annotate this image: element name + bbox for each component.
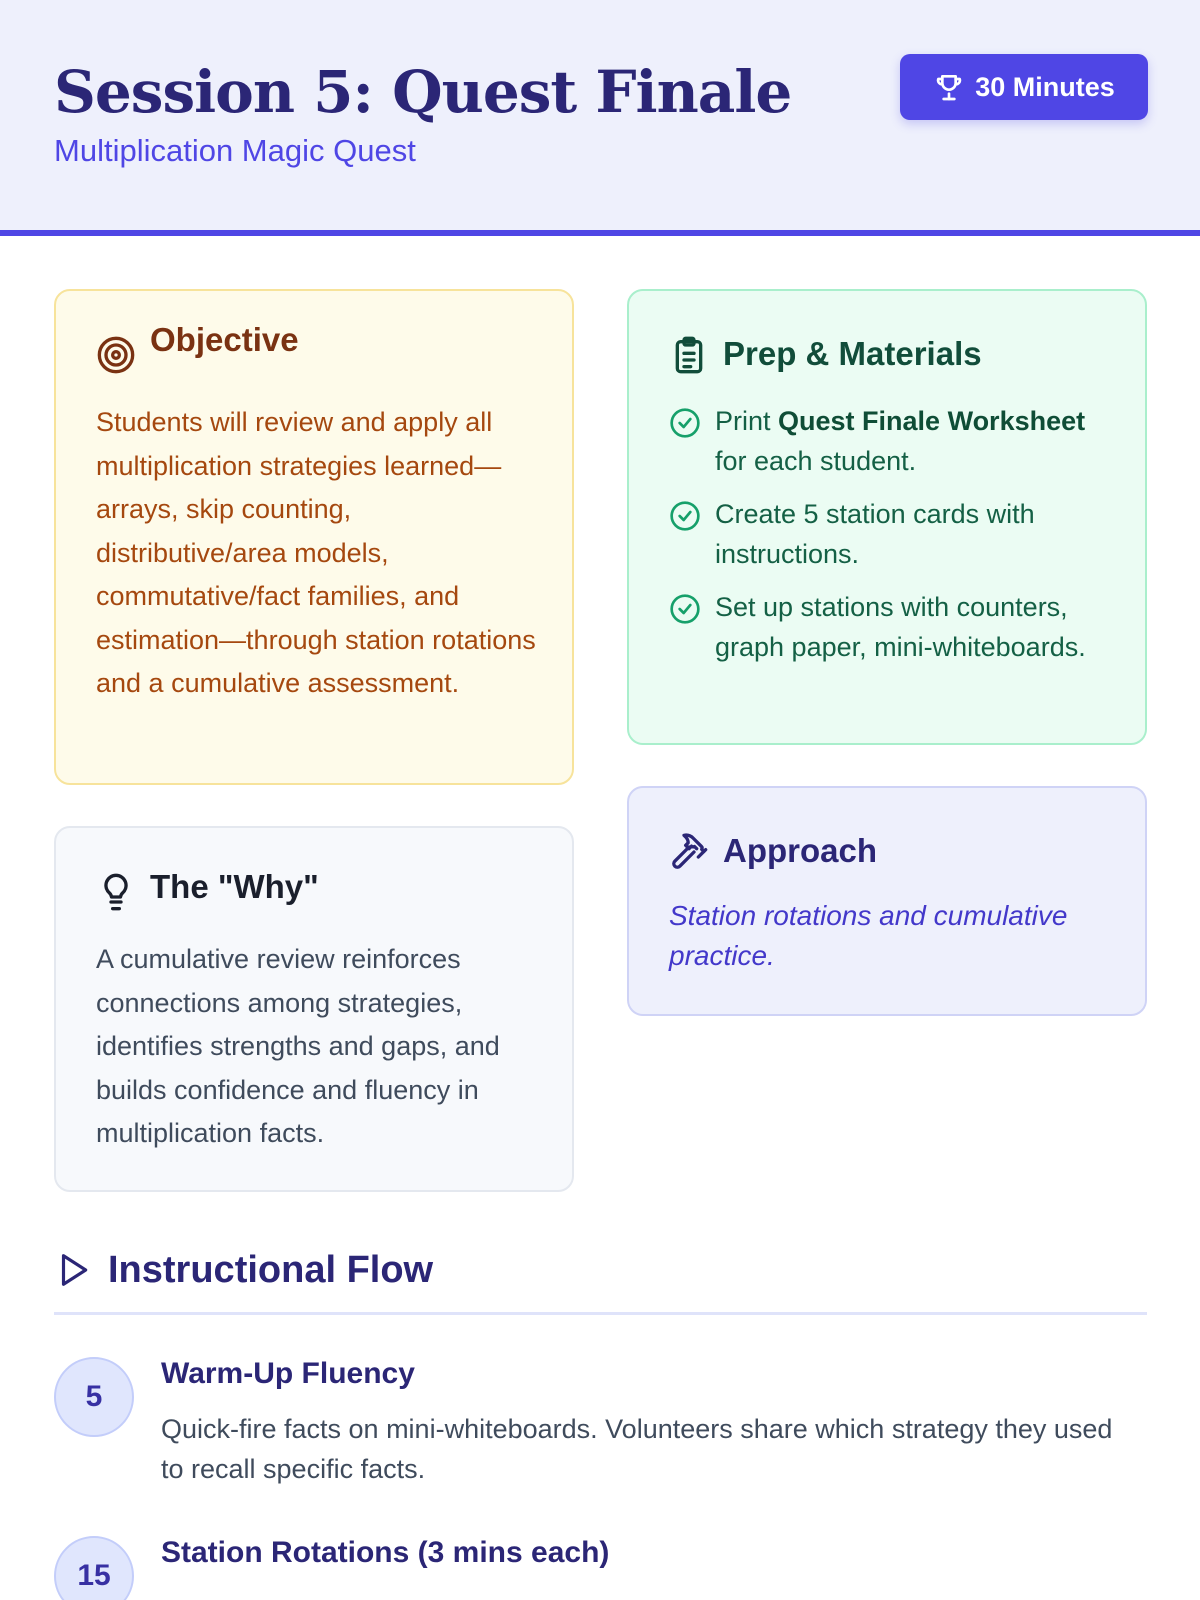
step-minutes-badge: 5 xyxy=(54,1357,134,1437)
session-header xyxy=(0,0,1200,236)
lightbulb-icon xyxy=(96,872,136,912)
prep-item-text: Create 5 station cards with instructions. xyxy=(715,499,1035,569)
why-text: A cumulative review reinforces connections among strategies, identifies strengths and gaps, and builds confidence and fluency in multiplication facts. xyxy=(96,944,500,1148)
check-circle-icon xyxy=(669,593,701,625)
worksheet-name: Quest Finale Worksheet xyxy=(778,406,1086,436)
objective-card xyxy=(54,289,574,785)
prep-item-prefix: Print xyxy=(715,406,779,436)
prep-materials-card xyxy=(627,289,1147,745)
prep-item-suffix: for each student. xyxy=(715,446,917,476)
duration-label: 30 Minutes xyxy=(975,71,1115,102)
section-divider xyxy=(54,1312,1147,1315)
page-subtitle: Multiplication Magic Quest xyxy=(54,133,416,168)
play-icon xyxy=(54,1251,92,1289)
prep-title: Prep & Materials xyxy=(723,335,982,372)
prep-item-text: Set up stations with counters, graph paper, mini-whiteboards. xyxy=(715,592,1086,662)
instructional-flow-heading xyxy=(54,1245,433,1295)
list-item xyxy=(669,401,1114,481)
step-minutes-badge: 15 xyxy=(54,1536,134,1600)
duration-badge xyxy=(900,54,1148,120)
target-icon xyxy=(96,335,136,375)
prep-list xyxy=(669,401,1114,680)
why-card xyxy=(54,826,574,1192)
flow-step xyxy=(54,1357,1147,1497)
trophy-icon xyxy=(933,71,965,103)
page-title: Session 5: Quest Finale xyxy=(54,58,792,126)
objective-text: Students will review and apply all multiplication strategies learned—arrays, skip counting, distributive/area models, commutative/fact families, and estimation—through station rotations and a cumulative assessment. xyxy=(96,407,536,698)
hammer-icon xyxy=(669,832,709,872)
list-item xyxy=(669,587,1114,667)
step-description: Quick-fire facts on mini-whiteboards. Volunteers share which strategy they used to recall specific facts. xyxy=(161,1414,1113,1484)
why-title: The "Why" xyxy=(150,868,319,905)
approach-text: Station rotations and cumulative practice. xyxy=(669,900,1068,971)
check-circle-icon xyxy=(669,500,701,532)
list-item xyxy=(669,494,1114,574)
flow-step xyxy=(54,1536,1147,1600)
approach-title: Approach xyxy=(723,832,878,869)
step-title: Station Rotations (3 mins each) xyxy=(161,1536,610,1569)
step-title: Warm-Up Fluency xyxy=(161,1357,415,1390)
check-circle-icon xyxy=(669,407,701,439)
objective-title: Objective xyxy=(150,321,299,358)
instructional-flow-title: Instructional Flow xyxy=(108,1248,434,1291)
clipboard-icon xyxy=(669,335,709,375)
approach-card xyxy=(627,786,1147,1016)
